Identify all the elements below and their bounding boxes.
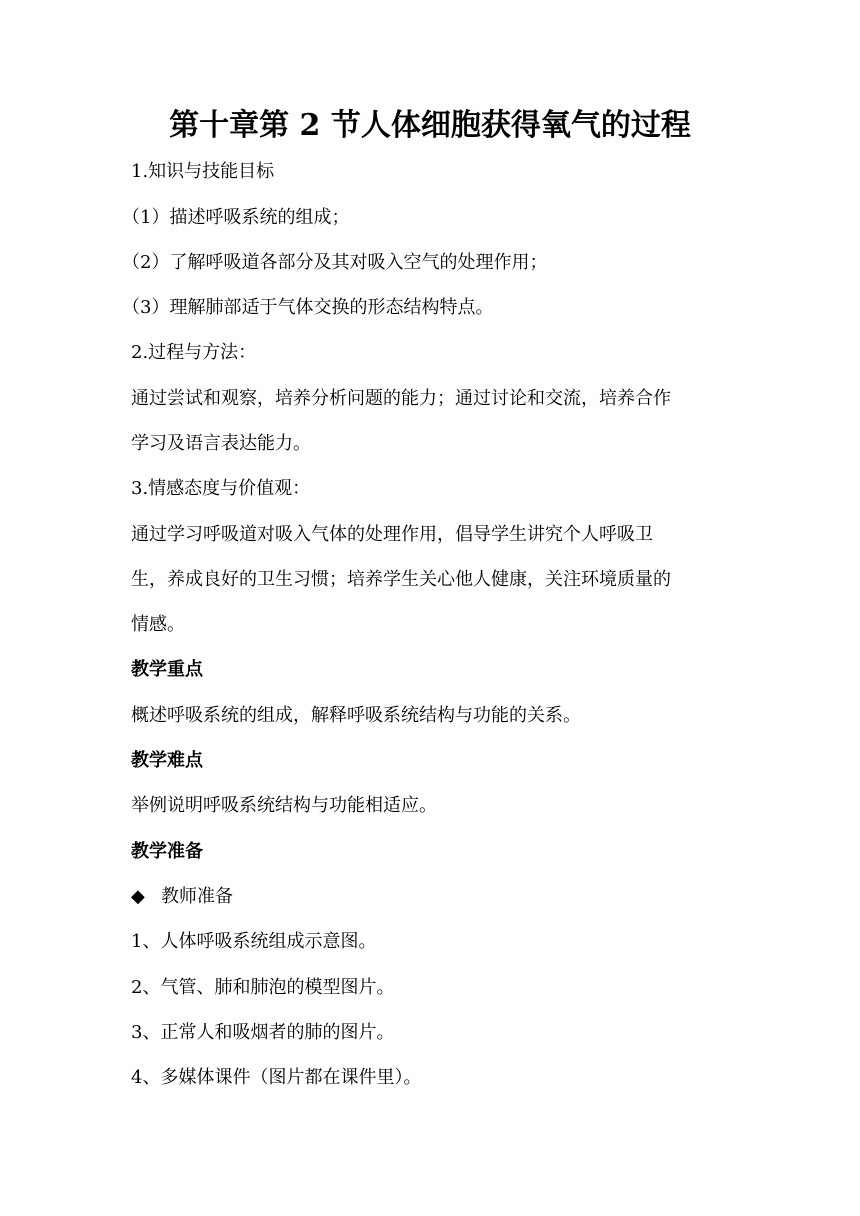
preparation-item: 1、人体呼吸系统组成示意图。 <box>131 931 377 952</box>
preparation-item: 3、正常人和吸烟者的肺的图片。 <box>131 1022 395 1043</box>
process-line: 学习及语言表达能力。 <box>131 433 311 454</box>
emotion-line: 生，养成良好的卫生习惯；培养学生关心他人健康，关注环境质量的 <box>131 569 671 590</box>
preparation-bullet <box>131 883 233 911</box>
preparation-item: 2、气管、肺和肺泡的模型图片。 <box>131 977 395 998</box>
knowledge-item: （1）描述呼吸系统的组成； <box>122 207 350 228</box>
diamond-bullet-icon: ◆ <box>131 886 145 907</box>
page-title: 第十章第 2 节人体细胞获得氧气的过程 <box>169 108 691 143</box>
process-line: 通过尝试和观察，培养分析问题的能力；通过讨论和交流，培养合作 <box>131 388 671 409</box>
knowledge-item: （2）了解呼吸道各部分及其对吸入空气的处理作用； <box>122 252 548 273</box>
emotion-heading: 3.情感态度与价值观： <box>131 478 311 499</box>
preparation-heading: 教学准备 <box>131 841 203 862</box>
knowledge-heading: 1.知识与技能目标 <box>131 161 275 182</box>
key-point-heading: 教学重点 <box>131 659 203 680</box>
emotion-line: 通过学习呼吸道对吸入气体的处理作用，倡导学生讲究个人呼吸卫 <box>131 524 653 545</box>
knowledge-item: （3）理解肺部适于气体交换的形态结构特点。 <box>122 297 494 318</box>
difficulty-heading: 教学难点 <box>131 750 203 771</box>
difficulty-text: 举例说明呼吸系统结构与功能相适应。 <box>131 795 437 816</box>
process-heading: 2.过程与方法： <box>131 342 257 363</box>
key-point-text: 概述呼吸系统的组成，解释呼吸系统结构与功能的关系。 <box>131 705 581 726</box>
preparation-item: 4、多媒体课件（图片都在课件里）。 <box>131 1067 422 1088</box>
emotion-line: 情感。 <box>131 614 185 635</box>
preparation-bullet-text: 教师准备 <box>161 886 233 907</box>
